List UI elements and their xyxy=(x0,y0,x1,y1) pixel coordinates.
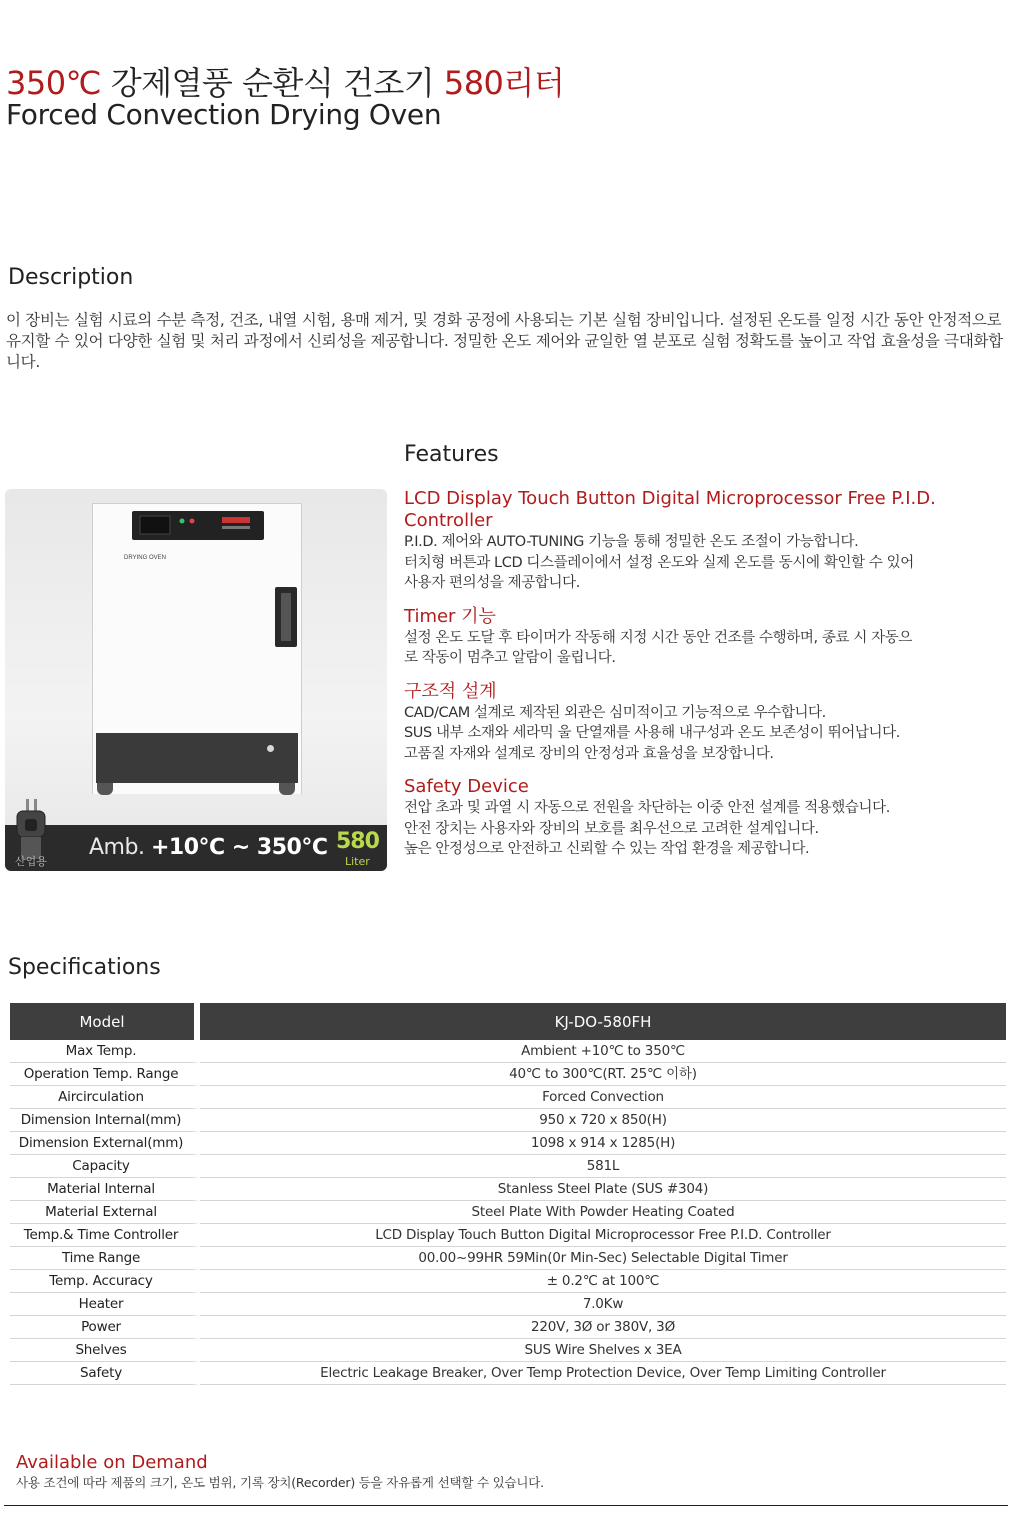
spec-key: Max Temp. xyxy=(10,1040,200,1063)
spec-key: Material External xyxy=(10,1201,200,1224)
spec-value: 1098 x 914 x 1285(H) xyxy=(200,1132,1006,1155)
feature-line: 안전 장치는 사용자와 장비의 보호를 최우선으로 고려한 설계입니다. xyxy=(404,820,819,837)
feature-item xyxy=(404,488,1004,594)
table-row xyxy=(10,1247,1006,1270)
oven-label: DRYING OVEN xyxy=(124,555,166,561)
oven-control-panel xyxy=(132,511,264,540)
feature-line: 설정 온도 도달 후 타이머가 작동해 지정 시간 동안 건조를 수행하며, 종료 시 자동으 xyxy=(404,629,912,646)
range-value: +10℃ ~ 350℃ xyxy=(150,835,328,860)
spec-value: Stanless Steel Plate (SUS #304) xyxy=(200,1178,1006,1201)
available-text: 사용 조건에 따라 제품의 크기, 온도 범위, 기록 장치(Recorder) 등을 자유롭게 선택할 수 있습니다. xyxy=(16,1475,544,1490)
spec-key: Aircirculation xyxy=(10,1086,200,1109)
feature-item xyxy=(404,606,1004,669)
available-heading: Available on Demand xyxy=(16,1452,208,1473)
bottom-divider xyxy=(4,1505,1008,1506)
spec-value: Electric Leakage Breaker, Over Temp Protection Device, Over Temp Limiting Controller xyxy=(200,1362,1006,1385)
feature-line: 고품질 자재와 설계로 장비의 안정성과 효율성을 보장합니다. xyxy=(404,745,774,762)
spec-key: Operation Temp. Range xyxy=(10,1063,200,1086)
oven-caster-right xyxy=(279,783,295,795)
table-row xyxy=(10,1155,1006,1178)
spec-key: Temp.& Time Controller xyxy=(10,1224,200,1247)
feature-line: 로 작동이 멈추고 알람이 울립니다. xyxy=(404,650,616,666)
spec-key: Temp. Accuracy xyxy=(10,1270,200,1293)
oven-base-knob xyxy=(267,745,274,752)
feature-line: 터치형 버튼과 LCD 디스플레이에서 설정 온도와 실제 온도를 동시에 확인할 수 있어 xyxy=(404,554,914,571)
table-row xyxy=(10,1086,1006,1109)
spec-value: ± 0.2℃ at 100℃ xyxy=(200,1270,1006,1293)
range-prefix: Amb. xyxy=(89,835,145,860)
spec-value: 00.00~99HR 59Min(0r Min-Sec) Selectable Digital Timer xyxy=(200,1247,1006,1270)
feature-line: SUS 내부 소재와 세라믹 울 단열재를 사용해 내구성과 온도 보존성이 뛰어납니다. xyxy=(404,725,900,741)
spec-key: Material Internal xyxy=(10,1178,200,1201)
table-header-row xyxy=(10,1003,1006,1040)
spec-key: Shelves xyxy=(10,1339,200,1362)
table-row xyxy=(10,1339,1006,1362)
oven-caster-left xyxy=(97,783,113,795)
features-heading: Features xyxy=(404,442,499,467)
feature-title: LCD Display Touch Button Digital Microprocessor Free P.I.D. Controller xyxy=(404,488,936,531)
description-text: 이 장비는 실험 시료의 수분 측정, 건조, 내열 시험, 용매 제거, 및 경화 공정에 사용되는 기본 실험 장비입니다. 설정된 온도를 일정 시간 동안 안정적으로 유지할 수 있어 다양한 실험 및 처리 과정에서 신뢰성을 제공합니다. 정밀한 온도 제어와 균일한 열 분포로 실험 정확도를 높이고 작업 효율성을 극대화합니다. xyxy=(6,311,1003,371)
table-row xyxy=(10,1293,1006,1316)
feature-line: 사용자 편의성을 제공합니다. xyxy=(404,575,580,591)
spec-value: LCD Display Touch Button Digital Microprocessor Free P.I.D. Controller xyxy=(200,1224,1006,1247)
feature-title: 구조적 설계 xyxy=(404,680,497,702)
spec-key: Heater xyxy=(10,1293,200,1316)
spec-value: 7.0Kw xyxy=(200,1293,1006,1316)
table-row xyxy=(10,1270,1006,1293)
specifications-heading: Specifications xyxy=(8,955,161,980)
title-temperature: 350℃ xyxy=(6,64,102,102)
table-row xyxy=(10,1109,1006,1132)
feature-item xyxy=(404,776,1004,860)
spec-value: Ambient +10℃ to 350℃ xyxy=(200,1040,1006,1063)
feature-title: Timer 기능 xyxy=(404,605,496,627)
description-heading: Description xyxy=(8,265,134,290)
table-row xyxy=(10,1040,1006,1063)
spec-value: Steel Plate With Powder Heating Coated xyxy=(200,1201,1006,1224)
specifications-table xyxy=(10,1003,1006,1385)
spec-value: 581L xyxy=(200,1155,1006,1178)
table-row xyxy=(10,1362,1006,1385)
title-product-name: 강제열풍 순환식 건조기 xyxy=(110,64,435,102)
feature-line: 전압 초과 및 과열 시 자동으로 전원을 차단하는 이중 안전 설계를 적용했습니다. xyxy=(404,800,890,816)
table-row xyxy=(10,1132,1006,1155)
header-model-label: Model xyxy=(10,1003,200,1040)
spec-key: Capacity xyxy=(10,1155,200,1178)
header-model-value: KJ-DO-580FH xyxy=(200,1003,1006,1040)
spec-value: SUS Wire Shelves x 3EA xyxy=(200,1339,1006,1362)
title-capacity: 580리터 xyxy=(443,64,565,102)
table-row xyxy=(10,1316,1006,1339)
liter-unit: Liter xyxy=(345,855,370,868)
feature-line: CAD/CAM 설계로 제작된 외관은 심미적이고 기능적으로 우수합니다. xyxy=(404,704,826,721)
power-plug-icon xyxy=(9,799,53,859)
table-row xyxy=(10,1063,1006,1086)
table-row xyxy=(10,1178,1006,1201)
table-row xyxy=(10,1201,1006,1224)
feature-item xyxy=(404,681,1004,765)
temperature-range xyxy=(89,835,327,860)
spec-value: 220V, 3Ø or 380V, 3Ø xyxy=(200,1316,1006,1339)
features-list xyxy=(404,488,1004,872)
spec-key: Dimension External(mm) xyxy=(10,1132,200,1155)
feature-line: P.I.D. 제어와 AUTO-TUNING 기능을 통해 정밀한 온도 조절이 가능합니다. xyxy=(404,534,859,550)
feature-title: Safety Device xyxy=(404,776,529,797)
product-image xyxy=(5,489,387,871)
oven-door-handle xyxy=(275,587,297,647)
control-display-icon xyxy=(132,511,264,540)
liter-number: 580 xyxy=(336,829,379,854)
feature-line: 높은 안정성으로 안전하고 신뢰할 수 있는 작업 환경을 제공합니다. xyxy=(404,841,810,857)
page-subtitle: Forced Convection Drying Oven xyxy=(6,98,442,131)
oven-base xyxy=(96,733,298,783)
table-row xyxy=(10,1224,1006,1247)
spec-key: Power xyxy=(10,1316,200,1339)
spec-key: Dimension Internal(mm) xyxy=(10,1109,200,1132)
spec-value: 950 x 720 x 850(H) xyxy=(200,1109,1006,1132)
spec-value: 40℃ to 300℃(RT. 25℃ 이하) xyxy=(200,1063,1006,1086)
spec-key: Time Range xyxy=(10,1247,200,1270)
spec-value: Forced Convection xyxy=(200,1086,1006,1109)
spec-key: Safety xyxy=(10,1362,200,1385)
industrial-badge: 산업용 xyxy=(15,855,47,868)
